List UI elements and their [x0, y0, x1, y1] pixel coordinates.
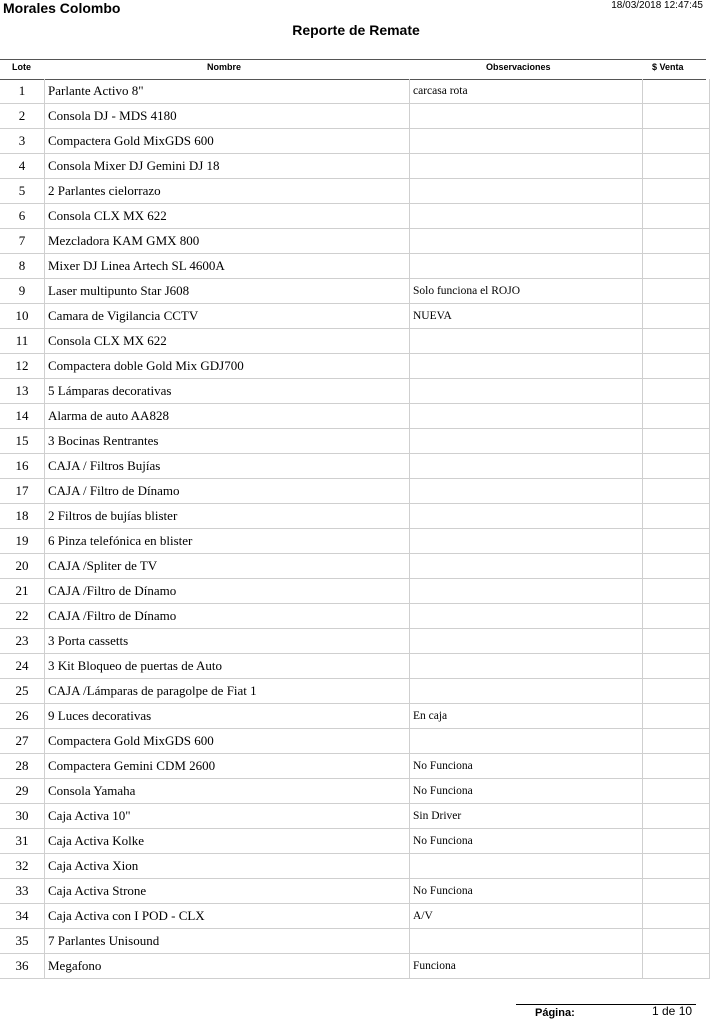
- observaciones-cell: En caja: [410, 704, 643, 729]
- nombre-cell: Consola CLX MX 622: [45, 204, 410, 229]
- table-row: [0, 154, 710, 179]
- venta-cell: [643, 354, 710, 379]
- table-row: [0, 629, 710, 654]
- observaciones-cell: [410, 379, 643, 404]
- venta-cell: [643, 154, 710, 179]
- nombre-cell: CAJA / Filtros Bujías: [45, 454, 410, 479]
- table-row: [0, 954, 710, 979]
- nombre-cell: CAJA /Lámparas de paragolpe de Fiat 1: [45, 679, 410, 704]
- venta-cell: [643, 829, 710, 854]
- lote-cell: 17: [0, 479, 45, 504]
- table-row: [0, 829, 710, 854]
- nombre-cell: Compactera Gemini CDM 2600: [45, 754, 410, 779]
- observaciones-cell: [410, 629, 643, 654]
- nombre-cell: 6 Pinza telefónica en blister: [45, 529, 410, 554]
- venta-cell: [643, 329, 710, 354]
- observaciones-cell: [410, 154, 643, 179]
- venta-cell: [643, 504, 710, 529]
- observaciones-cell: carcasa rota: [410, 79, 643, 104]
- observaciones-cell: [410, 404, 643, 429]
- lote-cell: 11: [0, 329, 45, 354]
- observaciones-cell: [410, 354, 643, 379]
- table-row: [0, 579, 710, 604]
- observaciones-cell: [410, 729, 643, 754]
- lote-cell: 8: [0, 254, 45, 279]
- table-row: [0, 604, 710, 629]
- lote-cell: 2: [0, 104, 45, 129]
- table-row: [0, 729, 710, 754]
- table-row: [0, 554, 710, 579]
- venta-cell: [643, 554, 710, 579]
- observaciones-cell: [410, 654, 643, 679]
- lots-table: [0, 79, 710, 979]
- lote-cell: 22: [0, 604, 45, 629]
- venta-cell: [643, 254, 710, 279]
- lote-cell: 26: [0, 704, 45, 729]
- lote-cell: 7: [0, 229, 45, 254]
- lote-cell: 28: [0, 754, 45, 779]
- venta-cell: [643, 804, 710, 829]
- venta-cell: [643, 229, 710, 254]
- venta-cell: [643, 454, 710, 479]
- table-row: [0, 104, 710, 129]
- observaciones-cell: [410, 254, 643, 279]
- venta-cell: [643, 954, 710, 979]
- page-number: 1 de 10: [652, 1004, 693, 1018]
- lots-table-body: [0, 79, 710, 979]
- nombre-cell: 3 Kit Bloqueo de puertas de Auto: [45, 654, 410, 679]
- lote-cell: 29: [0, 779, 45, 804]
- lote-cell: 33: [0, 879, 45, 904]
- venta-cell: [643, 779, 710, 804]
- lote-cell: 32: [0, 854, 45, 879]
- table-row: [0, 279, 710, 304]
- venta-cell: [643, 429, 710, 454]
- nombre-cell: 5 Lámparas decorativas: [45, 379, 410, 404]
- venta-cell: [643, 79, 710, 104]
- observaciones-cell: [410, 929, 643, 954]
- lote-cell: 36: [0, 954, 45, 979]
- column-header-nombre: Nombre: [207, 62, 242, 72]
- lote-cell: 34: [0, 904, 45, 929]
- observaciones-cell: [410, 579, 643, 604]
- venta-cell: [643, 579, 710, 604]
- venta-cell: [643, 654, 710, 679]
- nombre-cell: 3 Porta cassetts: [45, 629, 410, 654]
- venta-cell: [643, 879, 710, 904]
- observaciones-cell: No Funciona: [410, 779, 643, 804]
- observaciones-cell: No Funciona: [410, 829, 643, 854]
- column-header-venta: $ Venta: [652, 62, 684, 72]
- observaciones-cell: [410, 604, 643, 629]
- venta-cell: [643, 279, 710, 304]
- nombre-cell: CAJA /Filtro de Dínamo: [45, 579, 410, 604]
- nombre-cell: 2 Filtros de bujías blister: [45, 504, 410, 529]
- table-row: [0, 379, 710, 404]
- observaciones-cell: [410, 229, 643, 254]
- table-row: [0, 929, 710, 954]
- venta-cell: [643, 629, 710, 654]
- nombre-cell: Caja Activa Xion: [45, 854, 410, 879]
- lote-cell: 5: [0, 179, 45, 204]
- nombre-cell: Mixer DJ Linea Artech SL 4600A: [45, 254, 410, 279]
- observaciones-cell: No Funciona: [410, 879, 643, 904]
- observaciones-cell: [410, 529, 643, 554]
- nombre-cell: Caja Activa Kolke: [45, 829, 410, 854]
- table-row: [0, 479, 710, 504]
- table-row: [0, 779, 710, 804]
- lote-cell: 24: [0, 654, 45, 679]
- nombre-cell: 2 Parlantes cielorrazo: [45, 179, 410, 204]
- table-row: [0, 654, 710, 679]
- table-row: [0, 804, 710, 829]
- nombre-cell: Caja Activa Strone: [45, 879, 410, 904]
- column-header-observaciones: Observaciones: [486, 62, 551, 72]
- table-row: [0, 529, 710, 554]
- table-row: [0, 254, 710, 279]
- nombre-cell: Consola DJ - MDS 4180: [45, 104, 410, 129]
- lote-cell: 21: [0, 579, 45, 604]
- nombre-cell: Alarma de auto AA828: [45, 404, 410, 429]
- lote-cell: 23: [0, 629, 45, 654]
- venta-cell: [643, 179, 710, 204]
- nombre-cell: CAJA /Filtro de Dínamo: [45, 604, 410, 629]
- report-datetime: 18/03/2018 12:47:45: [611, 0, 703, 11]
- nombre-cell: Compactera Gold MixGDS 600: [45, 729, 410, 754]
- table-row: [0, 679, 710, 704]
- lote-cell: 4: [0, 154, 45, 179]
- observaciones-cell: Funciona: [410, 954, 643, 979]
- lote-cell: 31: [0, 829, 45, 854]
- nombre-cell: Mezcladora KAM GMX 800: [45, 229, 410, 254]
- table-row: [0, 404, 710, 429]
- observaciones-cell: [410, 679, 643, 704]
- venta-cell: [643, 479, 710, 504]
- nombre-cell: Compactera Gold MixGDS 600: [45, 129, 410, 154]
- venta-cell: [643, 529, 710, 554]
- venta-cell: [643, 204, 710, 229]
- observaciones-cell: NUEVA: [410, 304, 643, 329]
- table-row: [0, 229, 710, 254]
- lote-cell: 15: [0, 429, 45, 454]
- observaciones-cell: [410, 329, 643, 354]
- lote-cell: 14: [0, 404, 45, 429]
- nombre-cell: Caja Activa con I POD - CLX: [45, 904, 410, 929]
- lote-cell: 18: [0, 504, 45, 529]
- observaciones-cell: [410, 504, 643, 529]
- observaciones-cell: [410, 554, 643, 579]
- venta-cell: [643, 604, 710, 629]
- report-title: Reporte de Remate: [292, 22, 420, 38]
- lote-cell: 16: [0, 454, 45, 479]
- observaciones-cell: [410, 104, 643, 129]
- nombre-cell: 3 Bocinas Rentrantes: [45, 429, 410, 454]
- lote-cell: 10: [0, 304, 45, 329]
- observaciones-cell: [410, 454, 643, 479]
- lote-cell: 3: [0, 129, 45, 154]
- table-row: [0, 179, 710, 204]
- table-row: [0, 704, 710, 729]
- observaciones-cell: No Funciona: [410, 754, 643, 779]
- venta-cell: [643, 754, 710, 779]
- nombre-cell: Parlante Activo 8": [45, 79, 410, 104]
- table-row: [0, 754, 710, 779]
- table-row: [0, 854, 710, 879]
- observaciones-cell: [410, 429, 643, 454]
- venta-cell: [643, 379, 710, 404]
- nombre-cell: Consola CLX MX 622: [45, 329, 410, 354]
- company-name: Morales Colombo: [3, 0, 121, 16]
- table-row: [0, 429, 710, 454]
- observaciones-cell: A/V: [410, 904, 643, 929]
- venta-cell: [643, 704, 710, 729]
- lote-cell: 30: [0, 804, 45, 829]
- observaciones-cell: [410, 129, 643, 154]
- table-row: [0, 504, 710, 529]
- observaciones-cell: [410, 204, 643, 229]
- lote-cell: 9: [0, 279, 45, 304]
- venta-cell: [643, 129, 710, 154]
- nombre-cell: CAJA / Filtro de Dínamo: [45, 479, 410, 504]
- nombre-cell: Caja Activa 10": [45, 804, 410, 829]
- observaciones-cell: Sin Driver: [410, 804, 643, 829]
- venta-cell: [643, 679, 710, 704]
- nombre-cell: Consola Yamaha: [45, 779, 410, 804]
- column-header-lote: Lote: [12, 62, 31, 72]
- lote-cell: 1: [0, 79, 45, 104]
- observaciones-cell: [410, 479, 643, 504]
- venta-cell: [643, 854, 710, 879]
- table-row: [0, 329, 710, 354]
- lote-cell: 35: [0, 929, 45, 954]
- table-header: [0, 59, 706, 80]
- venta-cell: [643, 929, 710, 954]
- lote-cell: 13: [0, 379, 45, 404]
- lote-cell: 12: [0, 354, 45, 379]
- venta-cell: [643, 404, 710, 429]
- nombre-cell: Compactera doble Gold Mix GDJ700: [45, 354, 410, 379]
- nombre-cell: Laser multipunto Star J608: [45, 279, 410, 304]
- table-row: [0, 904, 710, 929]
- table-row: [0, 79, 710, 104]
- observaciones-cell: [410, 854, 643, 879]
- nombre-cell: 7 Parlantes Unisound: [45, 929, 410, 954]
- venta-cell: [643, 729, 710, 754]
- lote-cell: 27: [0, 729, 45, 754]
- venta-cell: [643, 304, 710, 329]
- lote-cell: 25: [0, 679, 45, 704]
- table-row: [0, 129, 710, 154]
- page-label: Página:: [535, 1007, 575, 1019]
- table-row: [0, 204, 710, 229]
- nombre-cell: CAJA /Spliter de TV: [45, 554, 410, 579]
- nombre-cell: Camara de Vigilancia CCTV: [45, 304, 410, 329]
- nombre-cell: Megafono: [45, 954, 410, 979]
- lote-cell: 20: [0, 554, 45, 579]
- lote-cell: 6: [0, 204, 45, 229]
- table-row: [0, 454, 710, 479]
- observaciones-cell: [410, 179, 643, 204]
- venta-cell: [643, 904, 710, 929]
- observaciones-cell: Solo funciona el ROJO: [410, 279, 643, 304]
- table-row: [0, 879, 710, 904]
- venta-cell: [643, 104, 710, 129]
- table-row: [0, 304, 710, 329]
- lote-cell: 19: [0, 529, 45, 554]
- nombre-cell: 9 Luces decorativas: [45, 704, 410, 729]
- table-row: [0, 354, 710, 379]
- nombre-cell: Consola Mixer DJ Gemini DJ 18: [45, 154, 410, 179]
